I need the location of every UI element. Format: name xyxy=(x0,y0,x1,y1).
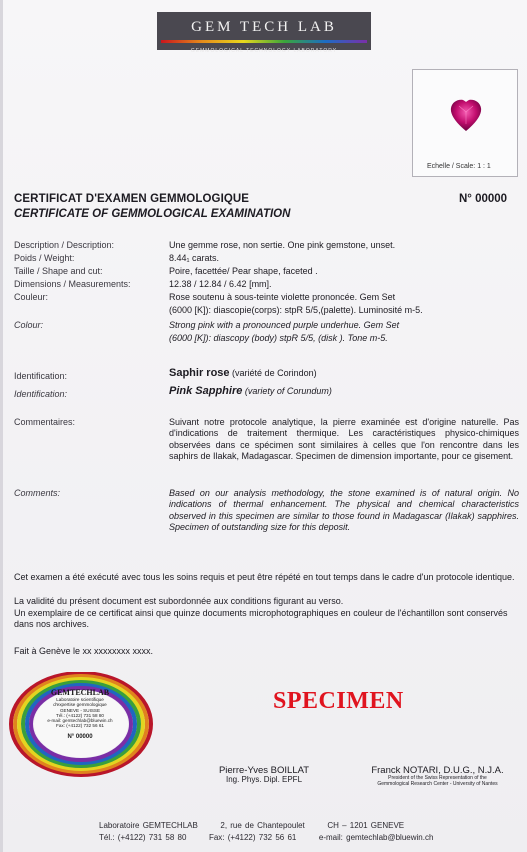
lab-seal xyxy=(9,672,153,777)
comments-label-fr: Commentaires: xyxy=(14,417,76,427)
pink-gem-image xyxy=(449,98,483,132)
seal-line-4: Tél.: (+4122) 731 58 80 xyxy=(56,712,104,718)
address-line-1: Laboratoire GEMTECHLAB 2, rue de Chantepoulet CH – 1201 GENEVE xyxy=(99,821,405,830)
identification-detail-en: (variety of Corundum) xyxy=(244,386,332,396)
logo-name: GEM TECH LAB xyxy=(191,19,337,35)
identification-name-fr: Saphir rose xyxy=(169,367,230,379)
lab-logo xyxy=(157,12,371,54)
seal-line-3: GENEVE - SUISSE xyxy=(59,707,101,713)
signatory-left-name: Pierre-Yves BOILLAT xyxy=(218,765,310,776)
colour-value-line1: Strong pink with a pronounced purple underhue. Gem Set xyxy=(169,320,400,330)
signatory-right-name: Franck NOTARI, D.U.G., N.J.A. xyxy=(371,765,504,776)
photo-scale: Echelle / Scale: 1 : 1 xyxy=(427,163,491,170)
identification-label-en: Identification: xyxy=(14,389,68,399)
footer-paragraph-3: Un exemplaire de ce certificat ainsi que quinze documents microphotographiques en couleur de l'échantillon sont conservés dans nos archives. xyxy=(14,608,508,630)
signatory-right-line2: Gemmological Research Center - University of Nantes xyxy=(377,781,498,787)
seal-line-5: e-mail: gemtechlab@bluewin.ch xyxy=(47,718,113,724)
comments-label-en: Comments: xyxy=(14,488,61,498)
weight-label: Poids / Weight: xyxy=(14,253,75,263)
weight-value: 8.44₁ carats. xyxy=(169,253,220,263)
seal-title: GEMTECHLAB xyxy=(50,688,110,697)
seal-text xyxy=(42,684,118,766)
seal-number: N° 00000 xyxy=(67,733,93,740)
footer-paragraph-2: La validité du présent document est subordonnée aux conditions figurant au verso. xyxy=(14,596,344,606)
specimen-stamp: SPECIMEN xyxy=(273,688,404,714)
title-english: CERTIFICATE OF GEMMOLOGICAL EXAMINATION xyxy=(14,208,291,220)
shape-label: Taille / Shape and cut: xyxy=(14,266,103,276)
signatory-right-line1: President of the Swiss Representation of the xyxy=(388,775,487,781)
colour-value-line2: (6000 [K]): diascopy (body) stpR 5/5, (disk ). Tone m-5. xyxy=(169,333,388,343)
signature-right xyxy=(355,766,520,787)
logo-rainbow-stripe xyxy=(161,40,367,43)
identification-name-en: Pink Sapphire xyxy=(169,385,243,397)
signature-left xyxy=(199,766,329,784)
description-value: Une gemme rose, non sertie. One pink gemstone, unset. xyxy=(169,240,396,250)
place-and-date: Fait à Genève le xx xxxxxxxx xxxx. xyxy=(14,646,154,656)
dimensions-value: 12.38 / 12.84 / 6.42 [mm]. xyxy=(169,279,272,289)
title-french: CERTIFICAT D'EXAMEN GEMMOLOGIQUE xyxy=(14,193,250,205)
seal-line-2: d'expertise gemmologique xyxy=(53,702,107,708)
dimensions-label: Dimensions / Measurements: xyxy=(14,279,131,289)
seal-line-1: Laboratoire scientifique xyxy=(56,697,104,702)
identification-value-en xyxy=(169,386,519,397)
certificate-number: N° 00000 xyxy=(459,193,508,205)
shape-value: Poire, facettée/ Pear shape, faceted . xyxy=(169,266,318,276)
signatory-left-title: Ing. Phys. Dipl. EPFL xyxy=(225,775,303,784)
identification-label-fr: Identification: xyxy=(14,371,68,381)
description-label: Description / Description: xyxy=(14,240,115,250)
comments-text-fr: Suivant notre protocole analytique, la pierre examinée est d'origine naturelle. Pas d'indications de traitement thermique. Les caractéristiques physico-chimiques observées dans ce spécimen sont similaires à celles que l'on rencontre dans les saphirs de Ilakak, Madagascar. Specimen de dimension importante, pour ce gisement. xyxy=(169,417,519,462)
identification-value-fr xyxy=(169,368,519,379)
seal-line-6: Fax: (+4122) 732 56 61 xyxy=(56,723,104,729)
comments-text-en: Based on our analysis methodology, the stone examined is of natural origin. No indications of thermal enhancement. The physical and chemical characteristics observed in this specimen are similar to those found in Madagascar (Ilakak) sapphires. Specimen of outstanding size for this deposit. xyxy=(169,488,519,533)
colour-label: Colour: xyxy=(14,320,44,330)
gem-photo-frame xyxy=(412,69,518,177)
couleur-label: Couleur: xyxy=(14,292,49,302)
identification-detail-fr: (variété de Corindon) xyxy=(232,368,317,378)
couleur-value-line1: Rose soutenu à sous-teinte violette prononcée. Gem Set xyxy=(169,292,396,302)
address-line-2: Tél.: (+4122) 731 58 80 Fax: (+4122) 732 56 61 e-mail: gemtechlab@bluewin.ch xyxy=(99,833,434,842)
logo-subtitle: GEMMOLOGICAL TECHNOLOGY LABORATORY xyxy=(190,48,338,54)
couleur-value-line2: (6000 [K]): diascopie(corps): stpR 5/5,(palette). Luminosité m-5. xyxy=(169,305,423,315)
footer-paragraph-1: Cet examen a été exécuté avec tous les soins requis et peut être répété en tout temps dans le cadre d'un protocole identique. xyxy=(14,572,515,582)
